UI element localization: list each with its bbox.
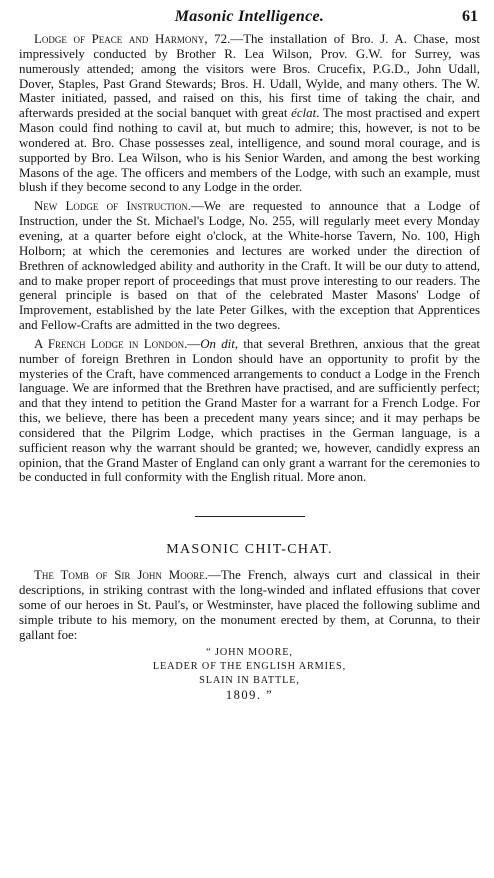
article-lead-in: On dit, (200, 336, 239, 351)
section-heading: MASONIC CHIT-CHAT. (166, 542, 333, 558)
section-divider (195, 516, 305, 517)
inscription-year: 1809. ” (225, 687, 274, 702)
inscription-line: “ JOHN MOORE, (206, 646, 293, 658)
article-text: that several Brethren, anxious that the great number of foreign Brethren in London should have an opportunity to profit by the mysteries of the Craft, have commenced arrangements to conduct a Lodge in the French language. We are informed that the Brethren have practised, and are sufficiently perfect; and that they intend to petition the Grand Master for a warrant for a French Lodge. For this, we believe, there has been a precedent many years since; and it may perhaps be considered that the Pilgrim Lodge, which practises in the German language, is a sufficient reason why the warrant should be granted; we, however, candidly express an opinion, that the Grand Master of England can only grant a warrant for the ceremonies to be conducted in full conformity with the English ritual. More anon. (19, 336, 480, 485)
article-new-lodge-of-instruction (19, 199, 480, 333)
article-tomb-of-sir-john-moore (19, 568, 480, 642)
article-lodge-of-peace-and-harmony (19, 32, 480, 195)
article-heading-dash: — (190, 199, 204, 214)
tomb-inscription (19, 646, 480, 702)
article-french-lodge-in-london (19, 337, 480, 485)
article-text: We are requested to announce that a Lodge of Instruction, under the St. Michael's Lodge, No. 255, will regularly meet every Monday evening, at a quarter before eight o'clock, at the White-horse Tavern, No. 100, High Holborn; at which the ceremonies and lectures are worked under the direction of Brethren of acknowledged ability and authority in the Craft. It will be our duty to attend, and to make proper report of proceedings that must prove interesting to our readers. The general principle is based on that of the celebrated Master Masons' Lodge of Improvement, established by the late Peter Gilkes, with the exception that Apprentices and Fellow-Crafts are admitted in the two degrees. (19, 199, 480, 333)
inscription-line: LEADER OF THE ENGLISH ARMIES, (152, 660, 347, 672)
running-head (19, 8, 480, 32)
article-text-continued: . The most practised and expert Mason could find nothing to cavil at, but much to admire; this, however, is not to be wondered at. Bro. Chase possesses zeal, intelligence, and sound moral courage, and is supported by Bro. Lea Wilson, who is his Senior Warden, and among the best working Masons of the age. The officers and members of the Lodge, with such an example, must blush if they become second to any Lodge in the order. (19, 106, 481, 195)
article-heading: Lodge of Peace and Harmony, 72. (34, 32, 231, 46)
article-heading-dash: — (230, 32, 244, 46)
article-heading: A French Lodge in London. (34, 336, 188, 351)
article-heading: The Tomb of Sir John Moore. (34, 568, 208, 583)
page-number: 61 (462, 8, 478, 25)
article-text: The installation of Bro. J. A. Chase, most impressively conducted by Brother R. Lea Wilson, Prov. G.W. for Surrey, was numerously attended; among the visitors were Bros. Crucefix, P.G.D., John Udall, Dover, Staples, Past Grand Stewards; Bros. H. Udall, Wylde, and many others. The W. Master initiated, passed, and raised on this, his first time of taking the chair, and afterwards presided at the social banquet with great (19, 32, 480, 121)
article-heading: New Lodge of Instruction. (34, 199, 191, 214)
article-heading-dash: — (207, 568, 221, 583)
article-emphasis: éclat (291, 106, 317, 121)
article-text: The French, always curt and classical in their descriptions, in striking contrast with the long-winded and inflated effusions that cover some of our heroes in St. Paul's, or Westminster, have placed the following sublime and simple tribute to his memory, on the monument erected by them, at Corunna, to their gallant foe: (19, 568, 480, 642)
article-heading-dash: — (187, 336, 201, 351)
inscription-line: SLAIN IN BATTLE, (199, 674, 300, 686)
running-title: Masonic Intelligence. (174, 8, 325, 25)
